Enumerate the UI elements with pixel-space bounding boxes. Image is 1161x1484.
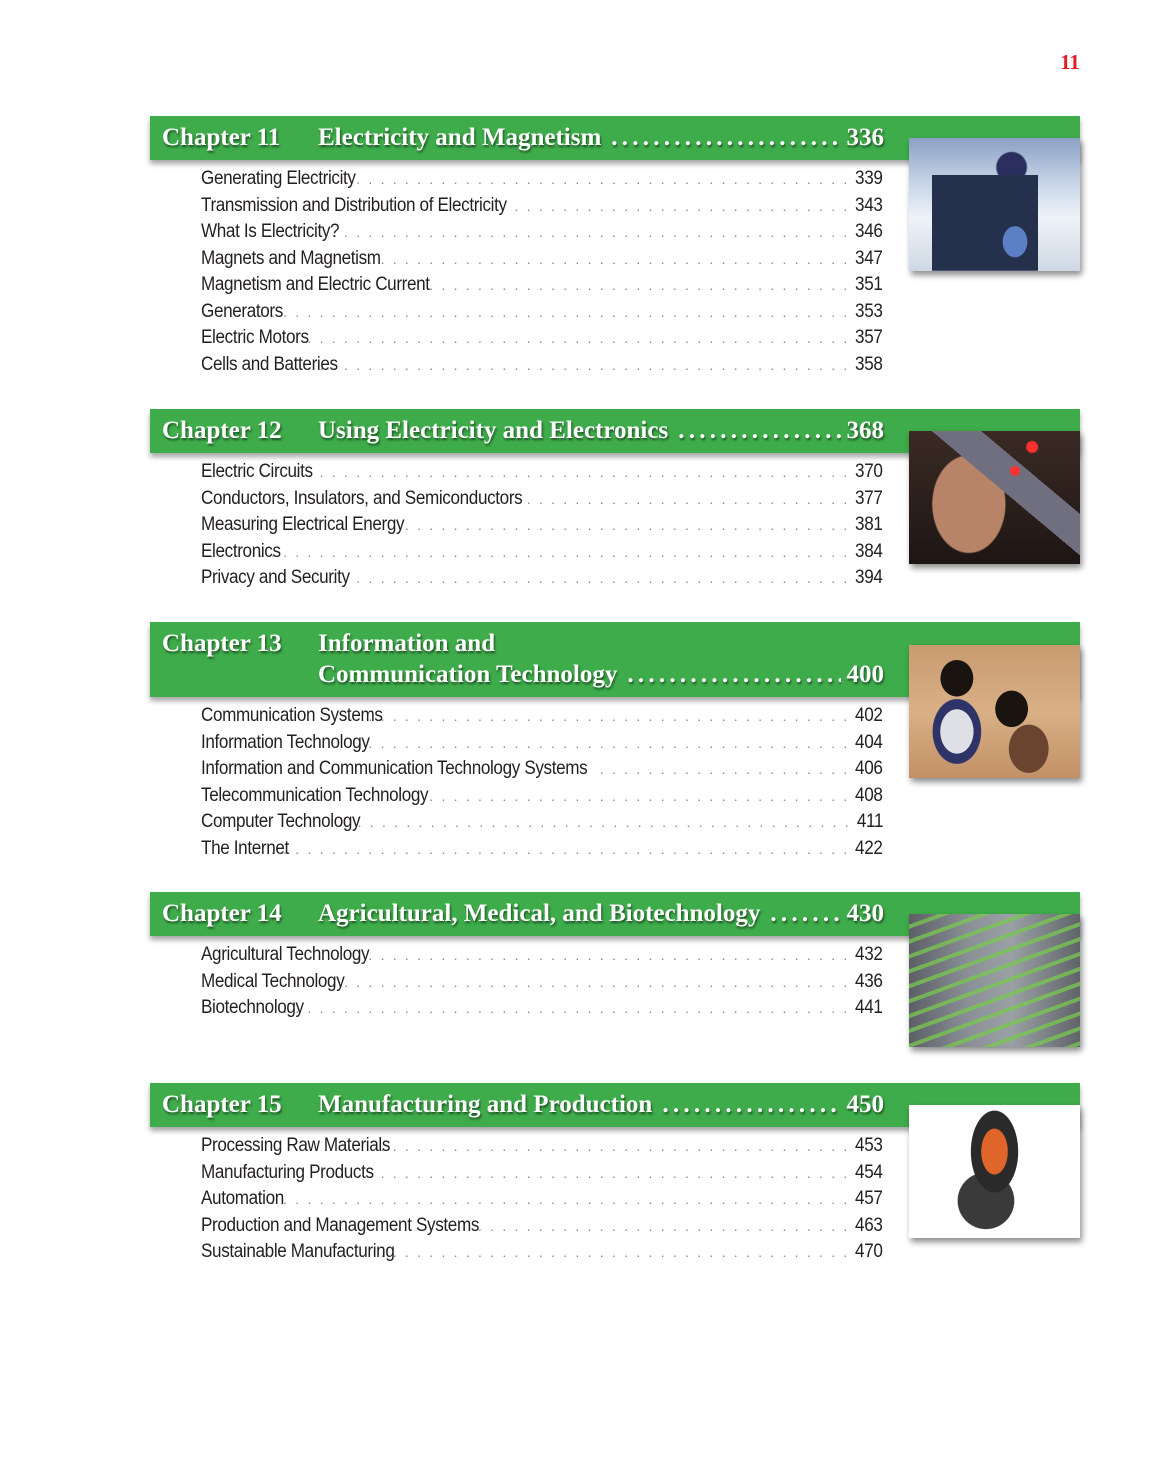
leader-dots <box>353 947 849 963</box>
entry-title: Transmission and Distribution of Electricity <box>201 194 507 216</box>
toc-entry[interactable] <box>201 997 883 1024</box>
toc-entry[interactable] <box>201 567 883 594</box>
woman-with-led-wristband-photo <box>909 431 1080 564</box>
chapter-label: Chapter 11 <box>162 124 281 151</box>
toc-entry[interactable] <box>201 758 883 785</box>
entry-page: 402 <box>855 705 883 726</box>
entry-page: 436 <box>855 970 883 992</box>
leader-dots <box>475 1218 849 1234</box>
entry-title: Communication Systems <box>201 705 383 726</box>
entry-page: 343 <box>855 194 883 216</box>
leader-dots <box>506 198 850 214</box>
entry-title: Sustainable Manufacturing <box>201 1241 395 1262</box>
toc-entry[interactable] <box>201 327 883 354</box>
chapter-page: 368 <box>846 417 884 444</box>
entry-page: 357 <box>855 327 883 348</box>
entry-title: Privacy and Security <box>201 567 350 588</box>
entry-page: 406 <box>855 758 883 779</box>
leader-dots <box>523 491 849 507</box>
entry-page: 346 <box>855 221 883 242</box>
leader-dots <box>381 1244 849 1260</box>
entry-page: 422 <box>855 837 883 859</box>
toc-entry[interactable] <box>201 221 883 248</box>
leader-dots <box>264 841 850 857</box>
entry-title: Conductors, Insulators, and Semiconductors <box>201 487 523 509</box>
hiker-with-solar-backpack-photo <box>909 138 1080 271</box>
leader-dots <box>392 517 850 533</box>
leader-dots <box>376 1138 849 1154</box>
section-list <box>201 1135 883 1268</box>
entry-page: 463 <box>855 1214 883 1236</box>
toc-entry[interactable] <box>201 785 883 812</box>
entry-page: 411 <box>856 811 883 832</box>
toc-entry[interactable] <box>201 1241 883 1268</box>
chapter-label: Chapter 12 <box>162 417 282 444</box>
entry-page: 394 <box>855 567 883 588</box>
chapter-title: Agricultural, Medical, and Biotechnology <box>318 900 761 927</box>
toc-entry[interactable] <box>201 944 883 971</box>
leader-dots <box>325 974 849 990</box>
leader-dots <box>662 1090 840 1120</box>
entry-page: 353 <box>855 300 883 322</box>
leader-dots <box>343 814 851 830</box>
toc-entry[interactable] <box>201 354 883 381</box>
entry-page: 454 <box>855 1161 883 1183</box>
leader-dots <box>320 224 850 240</box>
toc-entry[interactable] <box>201 705 883 732</box>
leader-dots <box>595 761 849 777</box>
entry-title: Telecommunication Technology <box>201 784 429 806</box>
chapter-label: Chapter 15 <box>162 1091 282 1118</box>
entry-title: Biotechnology <box>201 997 304 1018</box>
leader-dots <box>280 1000 849 1016</box>
toc-entry[interactable] <box>201 732 883 759</box>
chapter-title: Using Electricity and Electronics <box>318 417 669 444</box>
leader-dots <box>331 570 849 586</box>
entry-title: Agricultural Technology <box>201 944 370 965</box>
chapter-label: Chapter 13 <box>162 630 282 657</box>
leader-dots <box>627 660 840 690</box>
leader-dots <box>368 708 850 724</box>
leader-dots <box>678 416 840 446</box>
section-list <box>201 705 883 864</box>
entry-page: 453 <box>855 1135 883 1156</box>
entry-page: 351 <box>855 274 883 295</box>
vertical-farm-photo <box>909 914 1080 1047</box>
entry-title: Manufacturing Products <box>201 1161 374 1183</box>
entry-title: Generators <box>201 300 283 322</box>
entry-title: The Internet <box>201 837 289 859</box>
leader-dots <box>420 277 849 293</box>
entry-page: 377 <box>855 487 883 509</box>
entry-title: Magnets and Magnetism <box>201 247 381 269</box>
toc-entry[interactable] <box>201 1215 883 1242</box>
leader-dots <box>257 304 849 320</box>
section-list <box>201 168 883 380</box>
children-with-device-photo <box>909 645 1080 778</box>
leader-dots <box>338 171 850 187</box>
toc-entry[interactable] <box>201 488 883 515</box>
section-list <box>201 461 883 594</box>
leader-dots <box>286 330 850 346</box>
chapter-page: 400 <box>846 661 884 688</box>
toc-entry[interactable] <box>201 514 883 541</box>
entry-title: Cells and Batteries <box>201 353 338 375</box>
toc-entry[interactable] <box>201 971 883 998</box>
chapter-page: 336 <box>846 124 884 151</box>
toc-entry[interactable] <box>201 248 883 275</box>
leader-dots <box>258 1191 849 1207</box>
leader-dots <box>770 899 840 929</box>
entry-title: Generating Electricity <box>201 168 356 189</box>
section-list <box>201 944 883 1024</box>
entry-title: Information Technology <box>201 731 370 753</box>
leader-dots <box>358 1165 850 1181</box>
chapter-page: 450 <box>846 1091 884 1118</box>
entry-title: Measuring Electrical Energy <box>201 514 405 535</box>
chapter-title-line2: Communication Technology <box>318 661 618 688</box>
toc-entry[interactable] <box>201 168 883 195</box>
entry-page: 347 <box>855 247 883 269</box>
toc-entry[interactable] <box>201 811 883 838</box>
entry-title: Computer Technology <box>201 811 361 832</box>
entry-title: Production and Management Systems <box>201 1214 480 1236</box>
chapter-title: Manufacturing and Production <box>318 1091 653 1118</box>
entry-title: What Is Electricity? <box>201 221 340 242</box>
entry-title: Electric Motors <box>201 327 309 348</box>
entry-page: 370 <box>855 461 883 482</box>
toc-entry[interactable] <box>201 461 883 488</box>
toc-entry[interactable] <box>201 1188 883 1215</box>
entry-title: Medical Technology <box>201 970 345 992</box>
work-gloves-photo <box>909 1105 1080 1238</box>
entry-page: 470 <box>855 1241 883 1262</box>
toc-entry[interactable] <box>201 838 883 865</box>
entry-page: 384 <box>855 540 883 562</box>
chapter-label: Chapter 14 <box>162 900 282 927</box>
entry-page: 404 <box>855 731 883 753</box>
toc-entry[interactable] <box>201 301 883 328</box>
toc-entry[interactable] <box>201 1162 883 1189</box>
chapter-title-line1: Information and <box>318 630 496 657</box>
leader-dots <box>318 357 850 373</box>
leader-dots <box>290 464 849 480</box>
entry-title: Information and Communication Technology Systems <box>201 758 588 779</box>
leader-dots <box>419 788 850 804</box>
entry-page: 381 <box>855 514 883 535</box>
leader-dots <box>366 251 850 267</box>
toc-entry[interactable] <box>201 195 883 222</box>
leader-dots <box>255 544 850 560</box>
entry-page: 441 <box>855 997 883 1018</box>
leader-dots <box>611 123 840 153</box>
entry-page: 432 <box>855 944 883 965</box>
entry-title: Electric Circuits <box>201 461 313 482</box>
chapter-page: 430 <box>846 900 884 927</box>
entry-title: Processing Raw Materials <box>201 1135 391 1156</box>
leader-dots <box>353 735 849 751</box>
toc-entry[interactable] <box>201 541 883 568</box>
entry-title: Electronics <box>201 540 281 562</box>
toc-entry[interactable] <box>201 1135 883 1162</box>
entry-page: 408 <box>855 784 883 806</box>
toc-entry[interactable] <box>201 274 883 301</box>
page-number: 11 <box>1060 50 1080 74</box>
entry-page: 358 <box>855 353 883 375</box>
entry-page: 457 <box>855 1188 883 1209</box>
chapter-title: Electricity and Magnetism <box>318 124 602 151</box>
entry-title: Automation <box>201 1188 284 1209</box>
entry-page: 339 <box>855 168 883 189</box>
entry-title: Magnetism and Electric Current <box>201 274 430 295</box>
